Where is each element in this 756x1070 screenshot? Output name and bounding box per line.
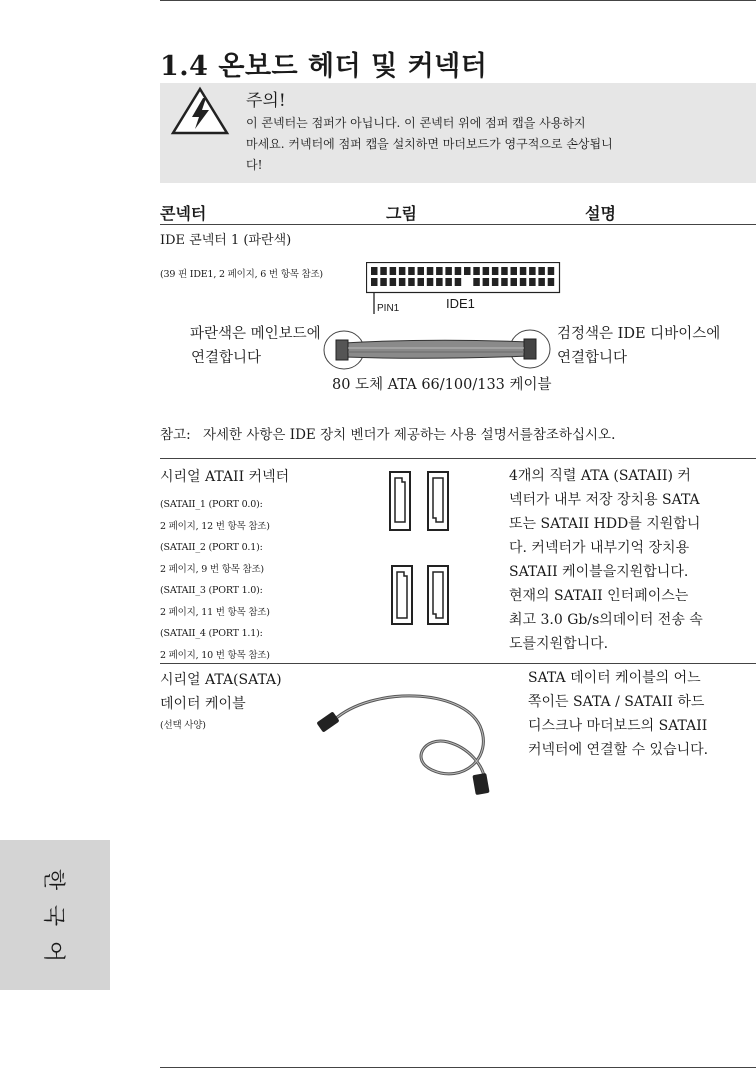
ide-pin [418, 267, 425, 275]
sata-desc-line: 또는 SATAII HDD를 지원합니 [509, 516, 701, 532]
ide-pin [399, 267, 406, 275]
ide-pin [408, 267, 415, 275]
sata-cable-image [312, 676, 502, 800]
ide-pin [529, 278, 536, 286]
sata-desc-line: SATAII 케이블을지원합니다. [509, 564, 689, 580]
ide-pin [483, 267, 490, 275]
warning-icon [170, 86, 230, 136]
ide-pin [455, 267, 462, 275]
ide-title: IDE 콘넥터 1 (파란색) [160, 233, 292, 248]
ide-right-line: 연결합니다 [557, 350, 628, 366]
cable-rule [160, 663, 756, 664]
sata-connectors-diagram [384, 470, 454, 630]
sata-desc-line: 현재의 SATAII 인터페이스는 [509, 588, 689, 604]
ide-left-line: 연결합니다 [191, 350, 262, 366]
sata-ref-line: 2 페이지, 11 번 항목 참조) [160, 606, 270, 618]
cable-desc-line: 디스크나 마더보드의 SATAII [528, 718, 708, 734]
ide-left-caption [190, 322, 321, 370]
cable-desc-line: SATA 데이터 케이블의 어느 [528, 670, 701, 686]
cable-title-line: 시리얼 ATA(SATA) [160, 672, 282, 688]
caution-line: 이 콘넥터는 점퍼가 아닙니다. 이 콘넥터 위에 점퍼 캡을 사용하지 [246, 116, 586, 130]
cable-title-line: 데이터 케이블 [160, 696, 246, 712]
caution-text [246, 113, 716, 176]
note-text: 자세한 사항은 IDE 장치 벤더가 제공하는 사용 설명서를참조하십시오. [202, 427, 616, 443]
ide-ribbon-cable [322, 326, 554, 376]
ide-pin [371, 278, 378, 286]
sata-title: 시리얼 ATAII 커넥터 [160, 469, 290, 485]
ide-right-line: 검정색은 IDE 디바이스에 [557, 326, 721, 342]
ide-reference: (39 핀 IDE1, 2 페이지, 6 번 항목 참조) [160, 269, 323, 280]
caution-line: 다! [246, 158, 263, 172]
sata-desc-line: 다. 커넥터가 내부기억 장치용 [509, 540, 690, 556]
ide-left-line: 파란색은 메인보드에 [190, 326, 321, 342]
sata-desc-line: 최고 3.0 Gb/s의데이터 전송 속 [509, 612, 703, 628]
ide-pin [408, 278, 415, 286]
ide-pin [548, 267, 555, 275]
ide-pin [390, 278, 397, 286]
ide-pin [390, 267, 397, 275]
ide-pin [464, 267, 471, 275]
sata-references [160, 494, 270, 666]
ide-pin [492, 278, 499, 286]
ide-pin [455, 278, 462, 286]
top-rule [160, 0, 756, 1]
ide-pin [520, 267, 527, 275]
side-tab-char: 국 [40, 904, 66, 927]
side-tab-char: 어 [40, 940, 66, 963]
sata-ref-line: 2 페이지, 12 번 항목 참조) [160, 520, 270, 532]
ide-pin [445, 267, 452, 275]
ide-note [160, 423, 615, 443]
section-heading: 1.4 온보드 헤더 및 커넥터 [160, 51, 488, 82]
ide-pin [436, 278, 443, 286]
column-header-figure: 그림 [386, 204, 417, 223]
header-rule [160, 224, 756, 225]
ide-pin [529, 267, 536, 275]
ide-pin [520, 278, 527, 286]
cable-title [160, 668, 282, 716]
ide-pin [511, 267, 518, 275]
ide-pin [399, 278, 406, 286]
sata-ref-line: 2 페이지, 10 번 항목 참조) [160, 649, 270, 661]
cable-desc-line: 커넥터에 연결할 수 있습니다. [528, 742, 709, 758]
pin1-label: PIN1 [377, 303, 400, 314]
ide-pin [511, 278, 518, 286]
caution-title: 주의! [246, 91, 286, 111]
ide-pin [483, 278, 490, 286]
caution-line: 마세요. 커넥터에 점퍼 캡을 설치하면 마더보드가 영구적으로 손상됩니 [246, 137, 613, 151]
ide-right-caption [557, 322, 720, 370]
sata-rule [160, 458, 756, 459]
sata-desc-line: 4개의 직렬 ATA (SATAII) 커 [509, 468, 691, 484]
ide-pin [548, 278, 555, 286]
sata-description [509, 464, 703, 656]
side-tab-char: 한 [40, 868, 66, 891]
cable-optional: (선택 사양) [160, 720, 206, 731]
ide-pin [445, 278, 452, 286]
sata-ref-line: (SATAII_2 (PORT 0.1): [160, 542, 263, 553]
ide-pin [473, 278, 480, 286]
column-header-connector: 콘넥터 [160, 204, 207, 223]
sata-ref-line: 2 페이지, 9 번 항목 참조) [160, 563, 264, 575]
sata-desc-line: 넥터가 내부 저장 장치용 SATA [509, 492, 700, 508]
ide-pin [427, 278, 434, 286]
ide-pin [492, 267, 499, 275]
ide-pin [380, 278, 387, 286]
ide-pin [427, 267, 434, 275]
bottom-rule [160, 1067, 756, 1068]
ide-pin [473, 267, 480, 275]
ide-pin [436, 267, 443, 275]
ide-pin [380, 267, 387, 275]
sata-ref-line: (SATAII_1 (PORT 0.0): [160, 499, 263, 510]
ide-pin [538, 278, 545, 286]
cable-desc-line: 쪽이든 SATA / SATAII 하드 [528, 694, 705, 710]
ide-pin [538, 267, 545, 275]
sata-desc-line: 도를지원합니다. [509, 636, 609, 652]
ide1-label: IDE1 [446, 296, 475, 311]
ide-cable-caption: 80 도체 ATA 66/100/133 케이블 [332, 377, 552, 393]
ide-pin [501, 278, 508, 286]
column-header-description: 설명 [585, 204, 616, 223]
note-label: 참고: [160, 427, 191, 443]
ide-pin [418, 278, 425, 286]
ide-pin [501, 267, 508, 275]
sata-ref-line: (SATAII_4 (PORT 1.1): [160, 628, 263, 639]
ide-pin [371, 267, 378, 275]
cable-description [528, 666, 708, 762]
sata-ref-line: (SATAII_3 (PORT 1.0): [160, 585, 263, 596]
